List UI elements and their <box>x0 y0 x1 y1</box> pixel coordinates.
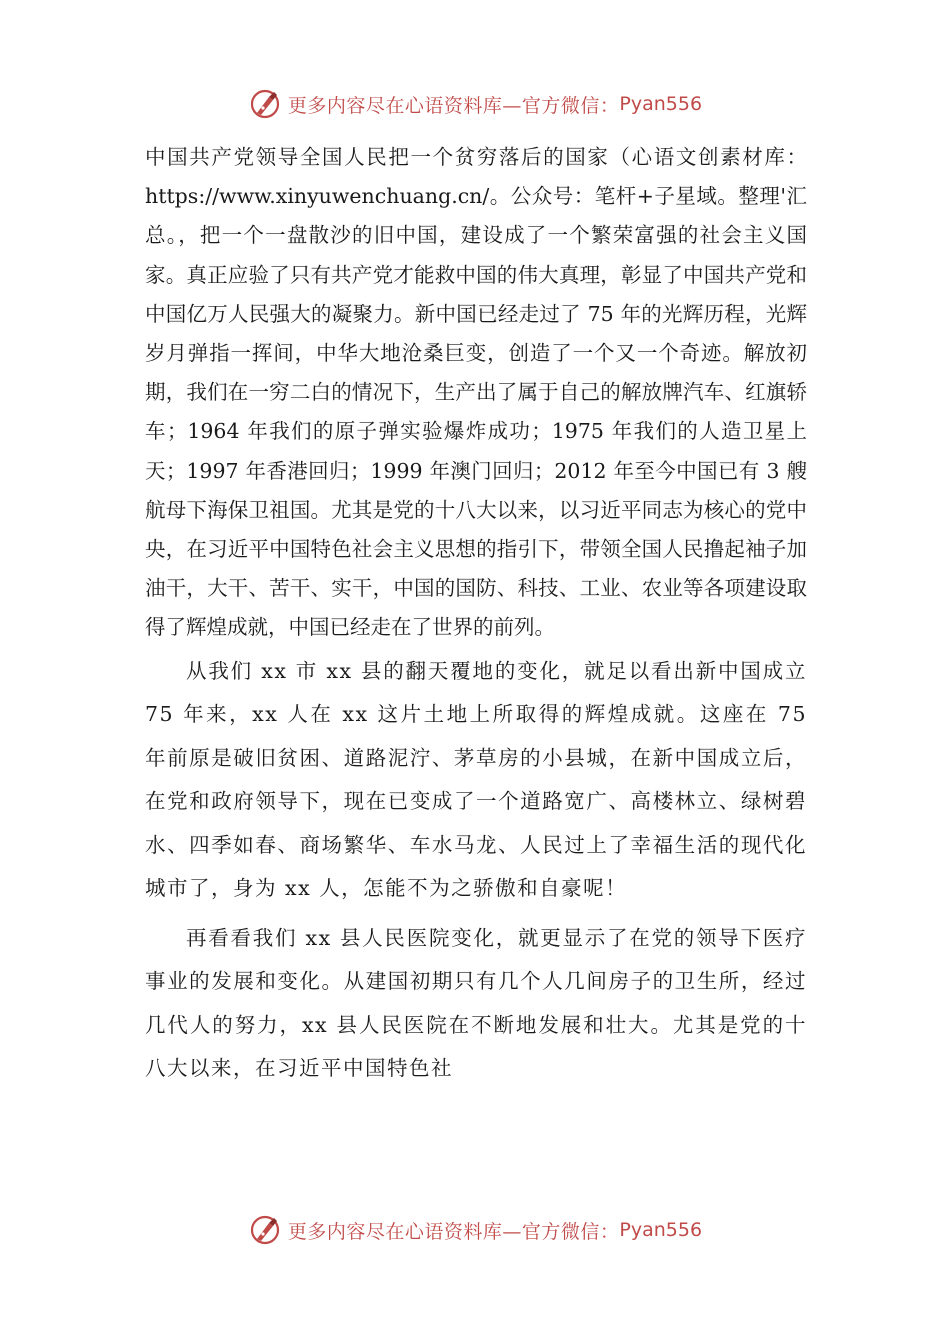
pen-nib-logo-icon <box>248 87 282 121</box>
footer-banner <box>0 1210 950 1250</box>
header-banner <box>0 84 950 124</box>
paragraph-1: 中国共产党领导全国人民把一个贫穷落后的国家（心语文创素材库：https://www.xinyuwenchuang.cn/。公众号：笔杆+子星域。整理'汇总。，把一个一盘散沙的旧中国，建设成了一个繁荣富强的社会主义国家。真正应验了只有共产党才能救中国的伟大真理，彰显了中国共产党和中国亿万人民强大的凝聚力。新中国已经走过了 75 年的光辉历程，光辉岁月弹指一挥间，中华大地沧桑巨变，创造了一个又一个奇迹。解放初期，我们在一穷二白的情况下，生产出了属于自己的解放牌汽车、红旗轿车；1964 年我们的原子弹实验爆炸成功；1975 年我们的人造卫星上天；1997 年香港回归；1999 年澳门回归；2012 年至今中国已有 3 艘航母下海保卫祖国。尤其是党的十八大以来，以习近平同志为核心的党中央，在习近平中国特色社会主义思想的指引下，带领全国人民撸起袖子加油干，大干、苦干、实干，中国的国防、科技、工业、农业等各项建设取得了辉煌成就，中国已经走在了世界的前列。 <box>145 145 807 640</box>
footer-banner-text: 更多内容尽在心语资料库—官方微信： <box>287 1220 620 1243</box>
paragraph-3: 再看看我们 xx 县人民医院变化，就更显示了在党的领导下医疗事业的发展和变化。从建国初期只有几个人几间房子的卫生所，经过几代人的努力，xx 县人民医院在不断地发展和壮大。尤其是党的十八大以来，在习近平中国特色社 <box>145 925 807 1081</box>
header-banner-text: 更多内容尽在心语资料库—官方微信： <box>287 94 620 117</box>
header-wechat-id: Pyan556 <box>619 93 703 115</box>
document-body <box>145 138 807 1091</box>
paragraph-2: 从我们 xx 市 xx 县的翻天覆地的变化，就足以看出新中国成立 75 年来，xx 人在 xx 这片土地上所取得的辉煌成就。这座在 75 年前原是破旧贫困、道路泥泞、茅草房的小县城，在新中国成立后，在党和政府领导下，现在已变成了一个道路宽广、高楼林立、绿树碧水、四季如春、商场繁华、车水马龙、人民过上了幸福生活的现代化城市了，身为 xx 人，怎能不为之骄傲和自豪呢！ <box>145 658 807 901</box>
footer-wechat-id: Pyan556 <box>619 1219 703 1241</box>
pen-nib-logo-icon <box>248 1213 282 1247</box>
